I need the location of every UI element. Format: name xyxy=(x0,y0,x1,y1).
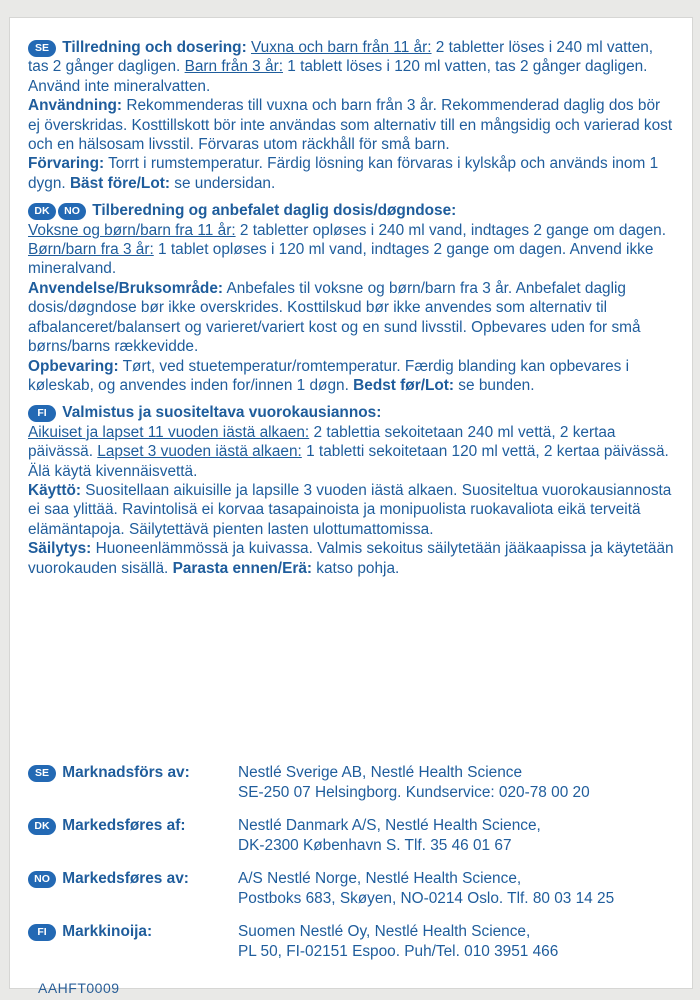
dkno-use-text: Anbefales til voksne og børn/barn fra 3 år. Anbefalet daglig dosis/døgndose bør ikke overskrides. Kosttilskud bør ikke anvendes som alternativ til afbalanceret/balansert og varieret/variert kost og en sund livsstil. Opbevares uden for små børns/barns rækkevidde. xyxy=(28,279,641,356)
fi-storage-text: Huoneenlämmössä ja kuivassa. Valmis sekoitus säilytetään jääkaapissa ja käytetään vuorokauden sisällä. xyxy=(28,540,674,577)
fi-kids-label: Lapset 3 vuoden iästä alkaen: xyxy=(97,443,302,461)
dkno-best-label: Bedst før/Lot: xyxy=(353,376,455,394)
se-use-label: Användning: xyxy=(28,97,123,115)
product-code: AAHFT0009 xyxy=(38,980,120,996)
marketer-list xyxy=(28,763,676,975)
se-storage-text: Torrt i rumstemperatur. Färdig lösning kan förvaras i kylskåp och används inom 1 dygn. xyxy=(28,155,659,192)
marketer-line2: SE-250 07 Helsingborg. Kundservice: 020-78 00 20 xyxy=(238,784,590,801)
marketer-row-se xyxy=(28,763,676,803)
dkno-use-label: Anvendelse/Bruksområde: xyxy=(28,279,224,297)
dkno-title: Tilberedning og anbefalet daglig dosis/døgndose: xyxy=(92,202,457,220)
marketer-line1: Nestlé Sverige AB, Nestlé Health Science xyxy=(238,764,523,781)
flag-se-icon: SE xyxy=(28,765,56,782)
fi-use-label: Käyttö: xyxy=(28,481,82,499)
section-se xyxy=(28,38,676,193)
marketer-line1: Nestlé Danmark A/S, Nestlé Health Science, xyxy=(238,817,541,834)
instructions-content xyxy=(28,38,676,586)
se-adults-text: 2 tabletter löses i 240 ml vatten, tas 2 gånger dagligen. xyxy=(28,39,654,76)
se-title: Tillredning och dosering: xyxy=(62,39,247,56)
fi-best-label: Parasta ennen/Erä: xyxy=(172,559,313,577)
se-best-text: se undersidan. xyxy=(169,174,276,192)
marketer-line1: A/S Nestlé Norge, Nestlé Health Science, xyxy=(238,870,522,887)
dkno-storage-text: Tørt, ved stuetemperatur/romtemperatur. Færdig blanding kan opbevares i køleskab, og anvendes inden for/innen 1 døgn. xyxy=(28,357,630,394)
flag-fi-icon: FI xyxy=(28,405,56,422)
marketer-row-fi xyxy=(28,922,676,962)
package-panel xyxy=(10,18,692,996)
marketer-label: Marknadsförs av: xyxy=(62,764,190,781)
se-kids-label: Barn från 3 år: xyxy=(184,58,283,76)
fi-adults-text: 2 tablettia sekoitetaan 240 ml vettä, 2 kertaa päivässä. xyxy=(28,423,616,461)
fi-storage-label: Säilytys: xyxy=(28,540,92,558)
flag-fi-icon: FI xyxy=(28,924,56,941)
marketer-line2: PL 50, FI-02151 Espoo. Puh/Tel. 010 3951 466 xyxy=(238,943,559,960)
dkno-best-text: se bunden. xyxy=(454,376,535,394)
flag-no-icon: NO xyxy=(28,871,56,888)
se-use-text: Rekommenderas till vuxna och barn från 3 år. Rekommenderad daglig dos bör ej överskridas. Kosttillskott bör inte användas som alternativ till en mångsidig och varierad kost och en hälsosam livsstil. Förvaras utom räckhåll för små barn. xyxy=(28,97,673,154)
fi-best-text: katso pohja. xyxy=(312,559,400,577)
marketer-label: Markkinoija: xyxy=(62,923,153,940)
section-fi xyxy=(28,403,676,578)
flag-se-icon: SE xyxy=(28,40,56,57)
flag-dk-icon: DK xyxy=(28,203,56,220)
se-kids-text: 1 tablett löses i 120 ml vatten, tas 2 gånger dagligen. Använd inte mineralvatten. xyxy=(28,58,648,95)
marketer-label: Markedsføres av: xyxy=(62,870,189,887)
fi-kids-text: 1 tabletti sekoitetaan 120 ml vettä, 2 kertaa päivässä. Älä käytä kivennäisvettä. xyxy=(28,443,669,480)
marketer-row-no xyxy=(28,869,676,909)
flag-no-icon: NO xyxy=(58,203,86,220)
dkno-kids-label: Børn/barn fra 3 år: xyxy=(28,241,154,259)
dkno-adults-label: Voksne og børn/barn fra 11 år: xyxy=(28,221,236,239)
marketer-line2: DK-2300 København S. Tlf. 35 46 01 67 xyxy=(238,837,512,854)
flag-dk-icon: DK xyxy=(28,818,56,835)
dkno-storage-label: Opbevaring: xyxy=(28,357,119,375)
marketer-line2: Postboks 683, Skøyen, NO-0214 Oslo. Tlf. 80 03 14 25 xyxy=(238,890,615,907)
section-dk-no xyxy=(28,201,676,395)
dkno-kids-text: 1 tablet opløses i 120 ml vand, indtages 2 gange om dagen. Anvend ikke mineralvand. xyxy=(28,241,654,278)
fi-adults-label: Aikuiset ja lapset 11 vuoden iästä alkaen: xyxy=(28,423,310,441)
fi-title: Valmistus ja suositeltava vuorokausiannos: xyxy=(62,404,382,422)
fi-use-text: Suositellaan aikuisille ja lapsille 3 vuoden iästä alkaen. Suositeltua vuorokausiannosta ei saa ylittää. Ravintolisä ei korvaa tasapainoista ja monipuolista ruokavaliota eikä terveitä elämäntapoja. Säilytettävä pienten lasten ulottumattomissa. xyxy=(28,481,672,538)
se-adults-label: Vuxna och barn från 11 år: xyxy=(250,39,432,56)
se-best-label: Bäst före/Lot: xyxy=(69,174,170,192)
marketer-row-dk xyxy=(28,816,676,856)
marketer-label: Markedsføres af: xyxy=(62,817,186,834)
dkno-adults-text: 2 tabletter opløses i 240 ml vand, indtages 2 gange om dagen. xyxy=(235,221,666,239)
se-storage-label: Förvaring: xyxy=(28,155,105,173)
marketer-line1: Suomen Nestlé Oy, Nestlé Health Science, xyxy=(238,923,531,940)
